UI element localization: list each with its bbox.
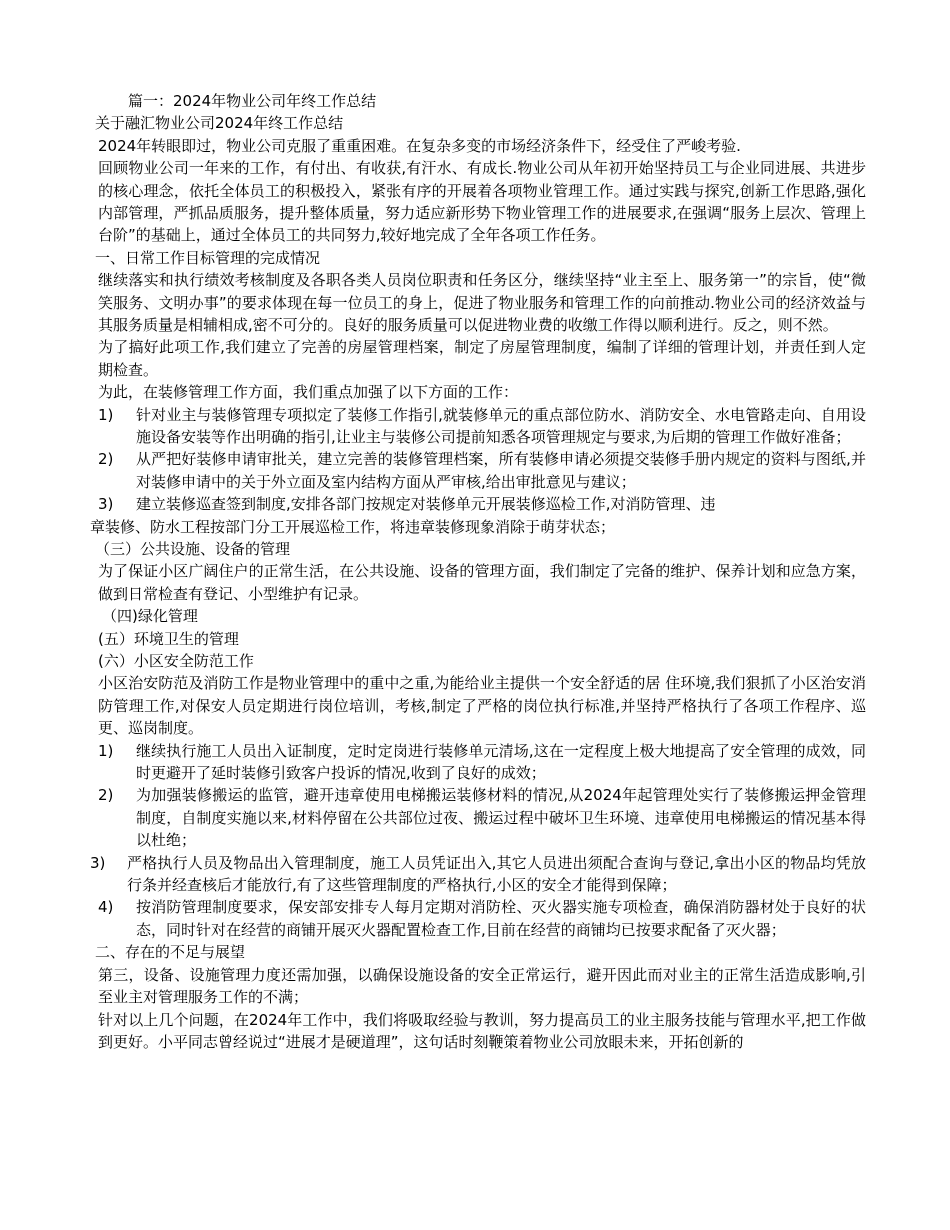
list-item xyxy=(90,852,866,897)
section-heading-security: (六）小区安全防范工作 xyxy=(98,652,254,671)
list-item xyxy=(90,404,866,449)
list-item-text: 建立装修巡查签到制度,安排各部门按规定对装修单元开展装修巡检工作,对消防管理、违 xyxy=(136,495,716,514)
section-heading-public-facilities: （三）公共设施、设备的管理 xyxy=(95,540,291,559)
list-item-text: 为加强装修搬运的监管，避开违章使用电梯搬运装修材料的情况,从2024年起管理处实行了装修搬运押金管理制度，自制度实施以来,材料停留在公共部位过夜、搬运过程中破坏卫生环境、违章使用电梯搬运的情况基本得以杜绝； xyxy=(136,786,866,850)
list-item xyxy=(90,740,866,785)
list-item-continuation: 章装修、防水工程按部门分工开展巡检工作，将违章装修现象消除于萌芽状态； xyxy=(90,517,616,536)
list-item xyxy=(90,493,866,515)
list-item-number: 3) xyxy=(90,853,106,872)
section-heading-1: 一、日常工作目标管理的完成情况 xyxy=(95,248,321,267)
paragraph-security: 小区治安防范及消防工作是物业管理中的重中之重,为能给业主提供一个安全舒适的居 住环境,我们狠抓了小区治安消防管理工作,对保安人员定期进行岗位培训，考核,制定了严格的岗位执行标准,并坚持严格执行了各项工作程序、巡更、巡岗制度。 xyxy=(98,674,866,738)
list-item-text: 针对业主与装修管理专项拟定了装修工作指引,就装修单元的重点部位防水、消防安全、水电管路走向、自用设施设备安装等作出明确的指引,让业主与装修公司提前知悉各项管理规定与要求,为后期的管理工作做好准备； xyxy=(136,405,866,447)
list-item-number: 2) xyxy=(98,450,114,469)
paragraph-housing: 为了搞好此项工作,我们建立了完善的房屋管理档案，制定了房屋管理制度，编制了详细的管理计划，并责任到人定期检查。 xyxy=(98,338,866,379)
document-title: 篇一：2024年物业公司年终工作总结 xyxy=(128,92,377,110)
list-item-number: 4) xyxy=(98,898,114,917)
list-item-number: 1) xyxy=(98,405,114,424)
section-heading-sanitation: (五）环境卫生的管理 xyxy=(98,629,239,648)
intro-paragraph-1: 2024年转眼即过，物业公司克服了重重困难。在复杂多变的市场经济条件下，经受住了严峻考验. xyxy=(98,136,741,155)
list-item xyxy=(90,784,866,851)
list-item-text: 继续执行施工人员出入证制度，定时定岗进行装修单元清场,这在一定程度上极大地提高了安全管理的成效，同时更避开了延时装修引致客户投诉的情况,收到了良好的成效； xyxy=(136,741,866,783)
document-body xyxy=(90,90,866,1053)
paragraph-public-facilities: 为了保证小区广阔住户的正常生活，在公共设施、设备的管理方面，我们制定了完备的维护、保养计划和应急方案，做到日常检查有登记、小型维护有记录。 xyxy=(98,562,866,603)
list-item-text: 按消防管理制度要求，保安部安排专人每月定期对消防栓、灭火器实施专项检查，确保消防器材处于良好的状态，同时针对在经营的商铺开展灭火器配置检查工作,目前在经营的商铺均已按要求配备了灭火器； xyxy=(136,898,866,939)
paragraph-outlook: 针对以上几个问题，在2024年工作中，我们将吸取经验与教训，努力提高员工的业主服务技能与管理水平,把工作做到更好。小平同志曾经说过“进展才是硬道理”，这句话时刻鞭策着物业公司放眼未来，开拓创新的 xyxy=(98,1010,866,1051)
list-item-number: 1) xyxy=(98,741,114,760)
paragraph-shortcomings: 第三，设备、设施管理力度还需加强，以确保设施设备的安全正常运行，避开因此而对业主的正常生活造成影响,引至业主对管理服务工作的不满； xyxy=(98,965,866,1007)
list-item xyxy=(90,896,866,941)
list-item-text: 从严把好装修申请审批关，建立完善的装修管理档案，所有装修申请必须提交装修手册内规定的资料与图纸,并对装修申请中的关于外立面及室内结构方面从严审核,给出审批意见与建议； xyxy=(136,450,866,491)
section-heading-2: 二、存在的不足与展望 xyxy=(95,943,246,962)
paragraph-renovation-intro: 为此，在装修管理工作方面，我们重点加强了以下方面的工作： xyxy=(98,383,519,402)
section-heading-greening: （四)绿化管理 xyxy=(102,607,198,626)
document-subtitle: 关于融汇物业公司2024年终工作总结 xyxy=(95,114,344,133)
intro-paragraph-2: 回顾物业公司一年来的工作，有付出、有收获,有汗水、有成长.物业公司从年初开始坚持员工与企业同进展、共进步的核心理念，依托全体员工的积极投入，紧张有序的开展着各项物业管理工作。通过实践与探究,创新工作思路,强化内部管理，严抓品质服务，提升整体质量，努力适应新形势下物业管理工作的进展要求,在强调“服务上层次、管理上台阶”的基础上，通过全体员工的共同努力,较好地完成了全年各项工作任务。 xyxy=(98,159,866,245)
list-item-number: 3) xyxy=(98,495,114,514)
paragraph-performance: 继续落实和执行绩效考核制度及各职各类人员岗位职责和任务区分，继续坚持“业主至上、服务第一”的宗旨，使“微笑服务、文明办事”的要求体现在每一位员工的身上，促进了物业服务和管理工作的向前推动.物业公司的经济效益与其服务质量是相辅相成,密不可分的。良好的服务质量可以促进物业费的收缴工作得以顺利进行。反之，则不然。 xyxy=(98,271,866,335)
list-item xyxy=(90,448,866,493)
list-item-number: 2) xyxy=(98,786,114,805)
list-item-text: 严格执行人员及物品出入管理制度，施工人员凭证出入,其它人员进出须配合查询与登记,拿出小区的物品均凭放行条并经查核后才能放行,有了这些管理制度的严格执行,小区的安全才能得到保障； xyxy=(127,853,866,895)
